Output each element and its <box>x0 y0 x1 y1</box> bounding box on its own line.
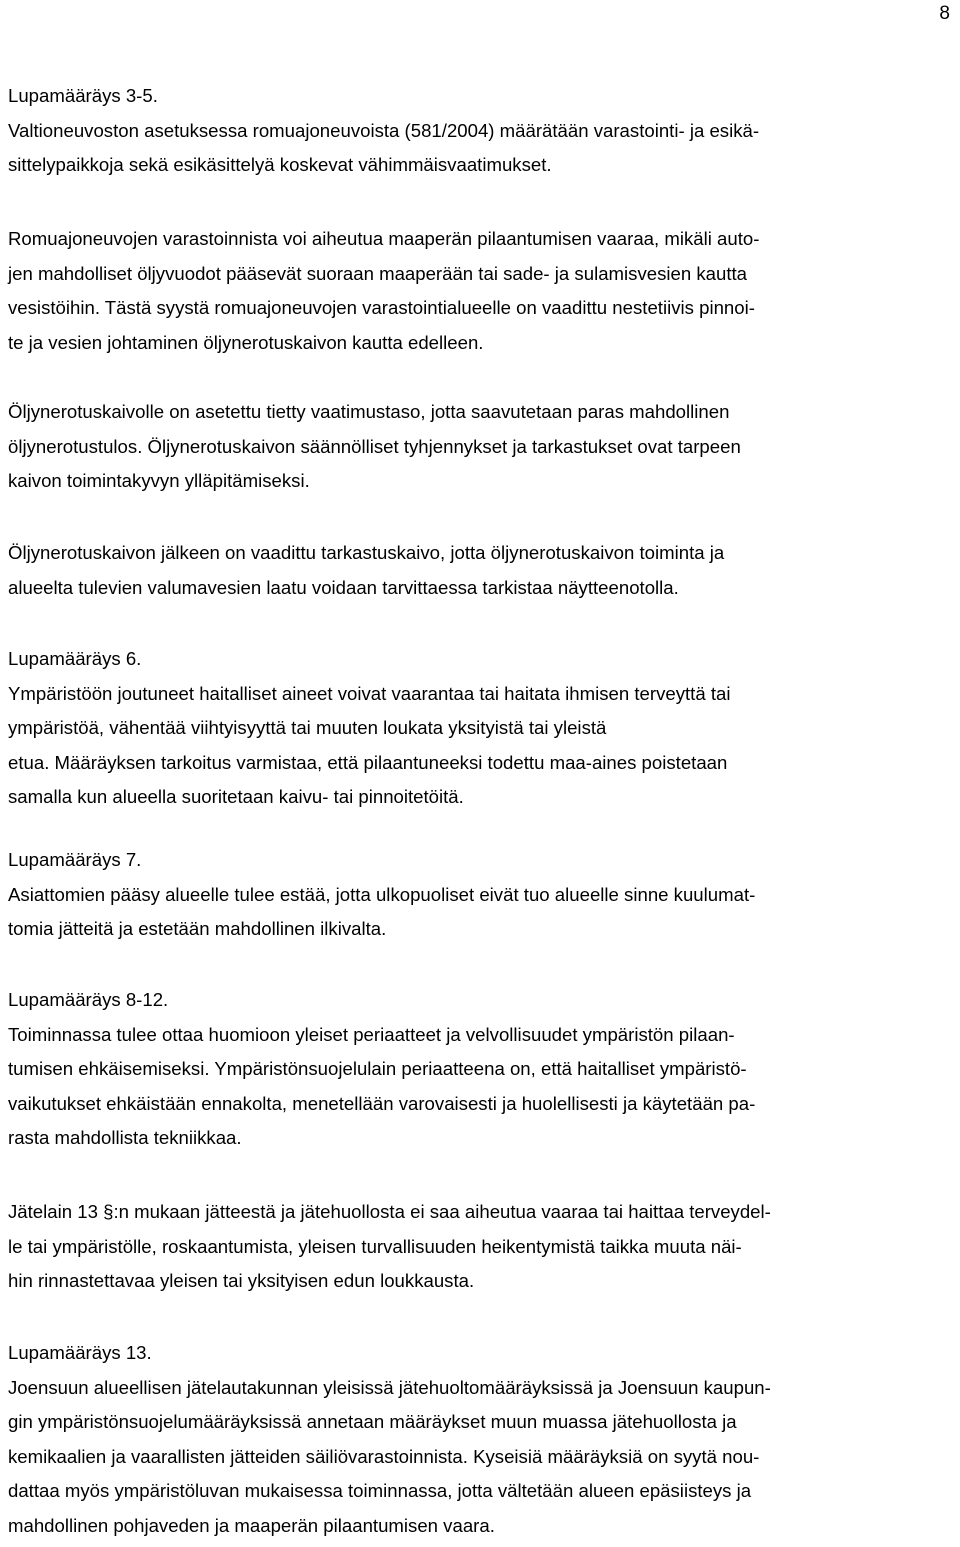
paragraph-lupamaarays-3-5 <box>8 79 952 183</box>
paragraph-lupamaarays-7 <box>8 843 952 947</box>
text-line: samalla kun alueella suoritetaan kaivu- tai pinnoitetöitä. <box>8 786 464 808</box>
text-line: tomia jätteitä ja estetään mahdollinen ilkivalta. <box>8 918 387 940</box>
text-line: ympäristöä, vähentää viihtyisyyttä tai muuten loukata yksityistä tai yleistä <box>8 717 607 739</box>
paragraph-lupamaarays-13 <box>8 1336 952 1544</box>
paragraph-lupamaarays-6 <box>8 642 952 815</box>
text-line: Joensuun alueellisen jätelautakunnan yleisissä jätehuoltomääräyksissä ja Joensuun kaupun- <box>8 1376 771 1398</box>
text-line: hin rinnastettavaa yleisen tai yksityisen edun loukkausta. <box>8 1270 475 1292</box>
text-line: Valtioneuvoston asetuksessa romuajoneuvoista (581/2004) määrätään varastointi- ja esikä- <box>8 119 760 141</box>
text-line: tumisen ehkäisemiseksi. Ympäristönsuojelulain periaatteena on, että haitalliset ympäristö- <box>8 1058 747 1080</box>
text-line: vaikutukset ehkäistään ennakolta, menetellään varovaisesti ja huolellisesti ja käytetään pa- <box>8 1092 756 1114</box>
text-line: Romuajoneuvojen varastoinnista voi aiheutua maaperän pilaantumisen vaaraa, mikäli auto- <box>8 228 760 249</box>
page-number: 8 <box>939 3 950 24</box>
text-line: kemikaalien ja vaarallisten jätteiden säiliövarastoinnista. Kyseisiä määräyksiä on syytä nou- <box>8 1445 760 1467</box>
paragraph-romuajoneuvot <box>8 222 952 360</box>
text-line: Asiattomien pääsy alueelle tulee estää, jotta ulkopuoliset eivät tuo alueelle sinne kuulumat- <box>8 883 756 905</box>
text-line: Öljynerotuskaivolle on asetettu tietty vaatimustaso, jotta saavutetaan paras mahdollinen <box>8 401 730 422</box>
text-line: gin ympäristönsuojelumääräyksissä annetaan määräykset muun muassa jätehuollosta ja <box>8 1411 737 1433</box>
section-heading: Lupamääräys 6. <box>8 648 142 669</box>
paragraph-lupamaarays-8-12 <box>8 983 952 1156</box>
section-heading: Lupamääräys 3-5. <box>8 85 158 106</box>
section-heading: Lupamääräys 7. <box>8 849 142 870</box>
text-line: vesistöihin. Tästä syystä romuajoneuvojen varastointialueelle on vaadittu nestetiivis pinnoi- <box>8 297 755 319</box>
text-line: te ja vesien johtaminen öljynerotuskaivon kautta edelleen. <box>8 331 484 353</box>
section-heading: Lupamääräys 13. <box>8 1342 152 1363</box>
text-line: Ympäristöön joutuneet haitalliset aineet voivat vaarantaa tai haitata ihmisen terveyttä tai <box>8 682 731 704</box>
text-line: Toiminnassa tulee ottaa huomioon yleiset periaatteet ja velvollisuudet ympäristön pilaan- <box>8 1023 735 1045</box>
text-line: alueelta tulevien valumavesien laatu voidaan tarvittaessa tarkistaa näytteenotolla. <box>8 576 679 598</box>
text-line: sittelypaikkoja sekä esikäsittelyä koskevat vähimmäisvaatimukset. <box>8 154 552 176</box>
text-line: Jätelain 13 §:n mukaan jätteestä ja jätehuollosta ei saa aiheutua vaaraa tai haittaa terveydel- <box>8 1201 771 1222</box>
text-line: rasta mahdollista tekniikkaa. <box>8 1127 242 1149</box>
section-heading: Lupamääräys 8-12. <box>8 989 169 1010</box>
text-line: öljynerotustulos. Öljynerotuskaivon säännölliset tyhjennykset ja tarkastukset ovat tarpeen <box>8 435 741 457</box>
paragraph-tarkastuskaivo <box>8 536 952 605</box>
text-line: mahdollinen pohjaveden ja maaperän pilaantumisen vaara. <box>8 1514 495 1536</box>
text-line: Öljynerotuskaivon jälkeen on vaadittu tarkastuskaivo, jotta öljynerotuskaivon toiminta ja <box>8 542 725 563</box>
text-line: jen mahdolliset öljyvuodot pääsevät suoraan maaperään tai sade- ja sulamisvesien kautta <box>8 262 748 284</box>
text-line: etua. Määräyksen tarkoitus varmistaa, että pilaantuneeksi todettu maa-aines poistetaan <box>8 751 728 773</box>
paragraph-jatelaki <box>8 1195 952 1299</box>
text-line: le tai ympäristölle, roskaantumista, yleisen turvallisuuden heikentymistä taikka muuta näi- <box>8 1235 742 1257</box>
text-line: dattaa myös ympäristöluvan mukaisessa toiminnassa, jotta vältetään alueen epäsiisteys ja <box>8 1480 752 1502</box>
text-line: kaivon toimintakyvyn ylläpitämiseksi. <box>8 470 310 492</box>
paragraph-oljynerotuskaivo <box>8 395 952 499</box>
